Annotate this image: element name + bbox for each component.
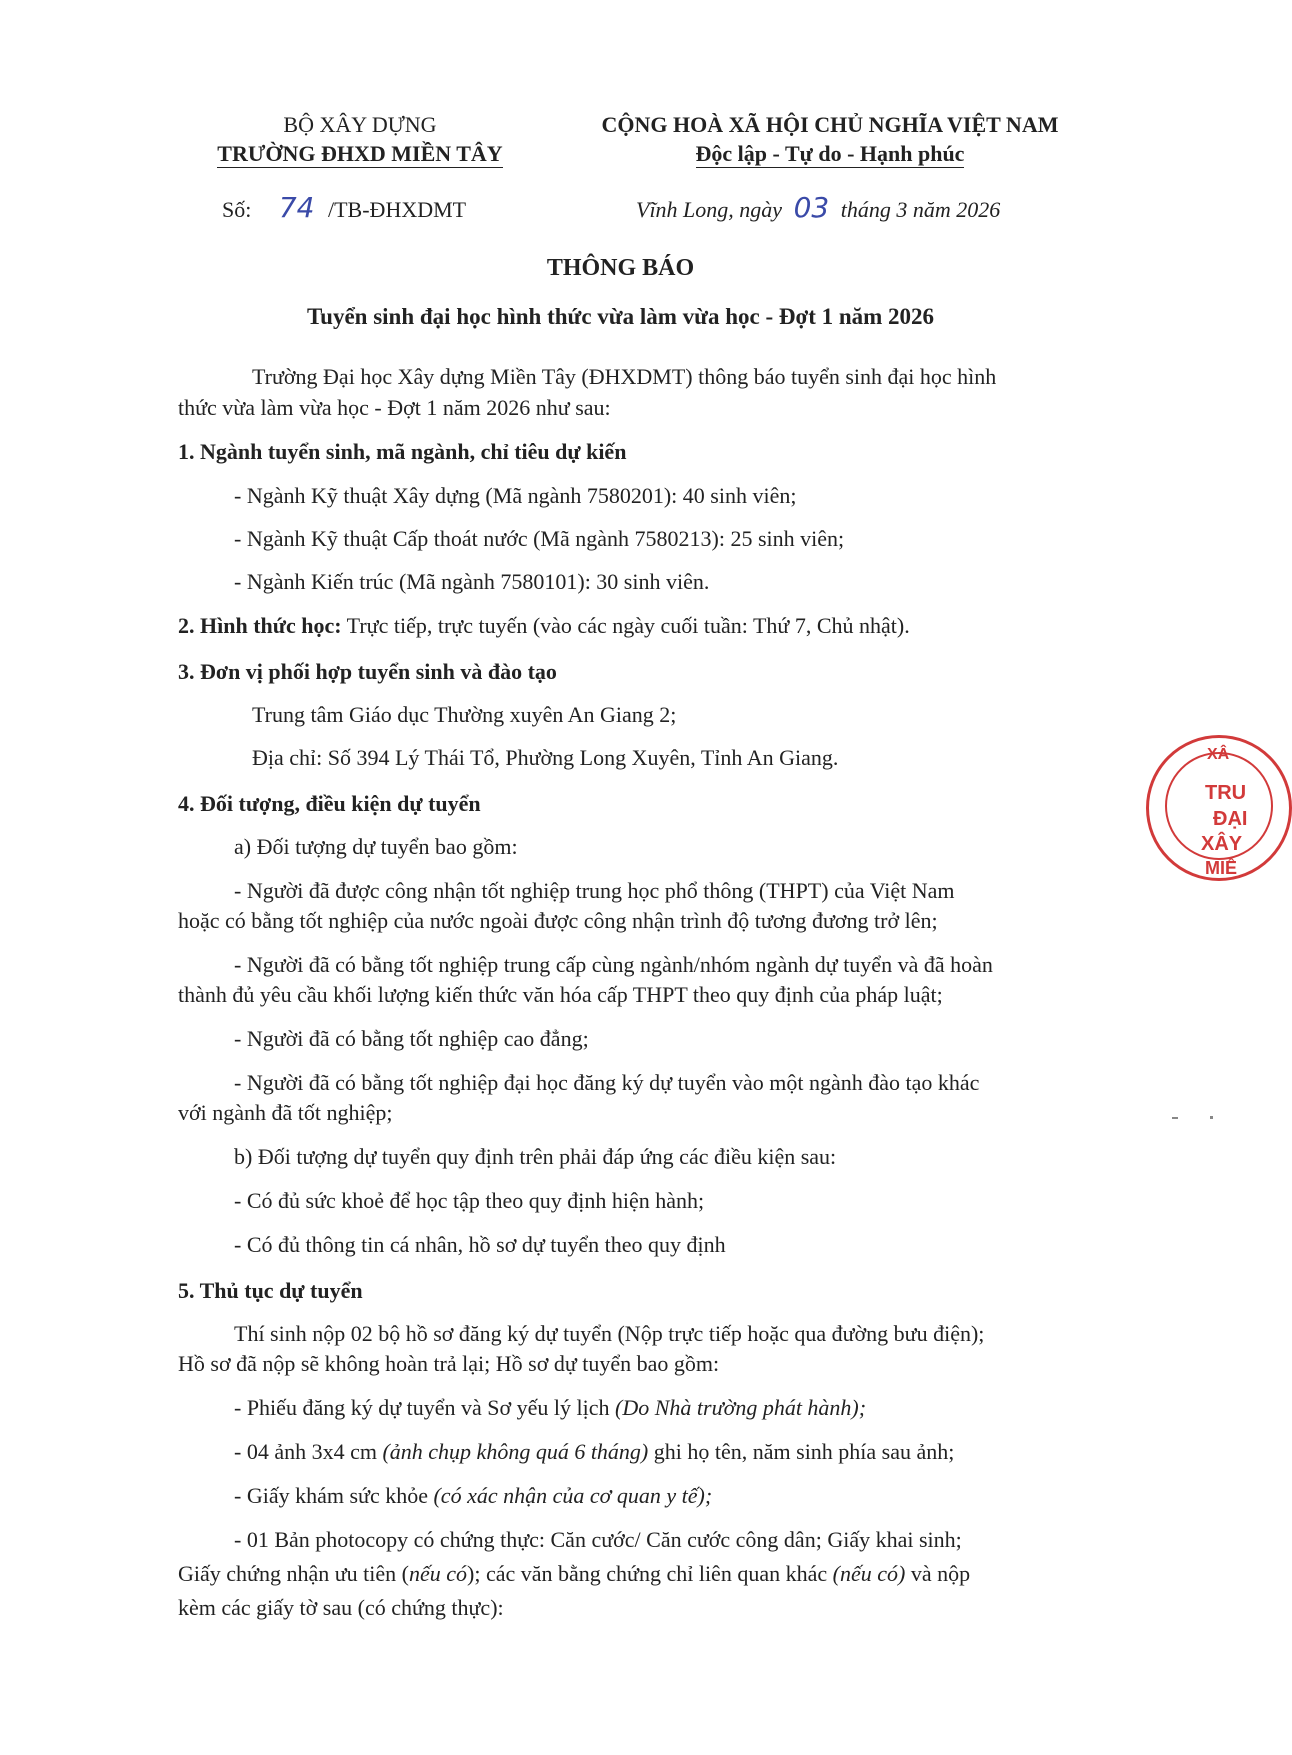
- section-5-item-1: [234, 1394, 866, 1422]
- section-4-b2: - Có đủ thông tin cá nhân, hồ sơ dự tuyển theo quy định: [234, 1232, 726, 1257]
- intro-line-1: Trường Đại học Xây dựng Miền Tây (ĐHXDMT) thông báo tuyển sinh đại học hình: [252, 364, 997, 389]
- number-suffix: /TB-ĐHXDMT: [328, 197, 467, 222]
- section-5-item-2-text: - 04 ảnh 3x4 cm: [234, 1439, 383, 1464]
- section-4-heading: 4. Đối tượng, điều kiện dự tuyển: [178, 791, 481, 816]
- school-name-text: TRƯỜNG ĐHXD MIỀN TÂY: [217, 141, 503, 166]
- section-5-item-4-line-3: kèm các giấy tờ sau (có chứng thực):: [178, 1595, 504, 1620]
- section-4-a1-line-1: - Người đã được công nhận tốt nghiệp trung học phổ thông (THPT) của Việt Nam: [234, 878, 955, 903]
- section-3-heading: 3. Đơn vị phối hợp tuyển sinh và đào tạo: [178, 659, 557, 684]
- school-name: [200, 140, 520, 168]
- section-5-item-1-text: - Phiếu đăng ký dự tuyển và Sơ yếu lý lịch: [234, 1395, 616, 1420]
- number-handwritten: 74: [278, 191, 315, 224]
- section-5-item-3-text: - Giấy khám sức khỏe: [234, 1483, 434, 1508]
- section-2-heading: 2. Hình thức học:: [178, 613, 342, 638]
- i4-part-it2: (nếu có): [832, 1561, 906, 1586]
- section-4-a3: - Người đã có bằng tốt nghiệp cao đẳng;: [234, 1026, 589, 1051]
- scan-speck: [1172, 1117, 1178, 1119]
- date-prefix: Vĩnh Long, ngày: [636, 197, 783, 222]
- seal-text-1: XÂ: [1207, 746, 1230, 763]
- section-5-item-2-note: (ảnh chụp không quá 6 tháng): [382, 1439, 649, 1464]
- section-1-item-3: - Ngành Kiến trúc (Mã ngành 7580101): 30 sinh viên.: [234, 569, 710, 594]
- section-4-a4-line-1: - Người đã có bằng tốt nghiệp đại học đăng ký dự tuyển vào một ngành đào tạo khác: [234, 1070, 980, 1095]
- document-number: [222, 191, 467, 224]
- number-prefix: Số:: [222, 197, 252, 222]
- intro-line-2: thức vừa làm vừa học - Đợt 1 năm 2026 như sau:: [178, 395, 611, 420]
- seal-text-4: XÂY: [1201, 833, 1243, 855]
- issue-date: [636, 191, 1001, 224]
- section-5-item-1-note: (Do Nhà trường phát hành);: [615, 1395, 867, 1420]
- section-4-b1: - Có đủ sức khoẻ để học tập theo quy định hiện hành;: [234, 1188, 705, 1213]
- section-5-item-3-note: (có xác nhận của cơ quan y tế);: [433, 1483, 713, 1508]
- date-handwritten: 03: [793, 191, 830, 224]
- i4-part-b: ); các văn bằng chứng chỉ liên quan khác: [467, 1561, 833, 1586]
- official-seal: [1146, 735, 1292, 881]
- section-1-item-1: - Ngành Kỹ thuật Xây dựng (Mã ngành 7580201): 40 sinh viên;: [234, 483, 797, 508]
- motto-text: Độc lập - Tự do - Hạnh phúc: [695, 141, 965, 166]
- country-name: CỘNG HOÀ XÃ HỘI CHỦ NGHĨA VIỆT NAM: [601, 112, 1059, 137]
- seal-text-2: TRU: [1205, 782, 1247, 804]
- section-5-item-4-line-1: - 01 Bản photocopy có chứng thực: Căn cước/ Căn cước công dân; Giấy khai sinh;: [234, 1527, 962, 1552]
- section-1-item-2: - Ngành Kỹ thuật Cấp thoát nước (Mã ngành 7580213): 25 sinh viên;: [234, 526, 845, 551]
- seal-text-5: MIỀ: [1205, 858, 1238, 878]
- i4-part-it: nếu có: [408, 1561, 467, 1586]
- doc-subtitle: Tuyển sinh đại học hình thức vừa làm vừa học - Đợt 1 năm 2026: [306, 304, 935, 329]
- scan-speck: [1210, 1116, 1213, 1119]
- section-4-a1-line-2: hoặc có bằng tốt nghiệp của nước ngoài được công nhận trình độ tương đương trở lên;: [178, 908, 938, 933]
- section-3-line-2: Địa chỉ: Số 394 Lý Thái Tổ, Phường Long Xuyên, Tỉnh An Giang.: [252, 745, 839, 770]
- section-5-item-2: [234, 1438, 954, 1466]
- doc-title: THÔNG BÁO: [546, 255, 695, 281]
- section-5-para-line-2: Hồ sơ đã nộp sẽ không hoàn trả lại; Hồ sơ dự tuyển bao gồm:: [178, 1351, 720, 1376]
- date-suffix: tháng 3 năm 2026: [840, 197, 1001, 222]
- section-2: [178, 612, 910, 640]
- section-3-line-1: Trung tâm Giáo dục Thường xuyên An Giang 2;: [252, 702, 677, 727]
- ministry-name: BỘ XÂY DỰNG: [283, 112, 437, 137]
- section-5-item-3: [234, 1482, 712, 1510]
- section-4-b: b) Đối tượng dự tuyển quy định trên phải đáp ứng các điều kiện sau:: [234, 1144, 837, 1169]
- section-4-a2-line-1: - Người đã có bằng tốt nghiệp trung cấp cùng ngành/nhóm ngành dự tuyển và đã hoàn: [234, 952, 993, 977]
- seal-text-3: ĐẠI: [1213, 808, 1248, 830]
- section-4-a: a) Đối tượng dự tuyển bao gồm:: [234, 834, 518, 859]
- section-5-heading: 5. Thủ tục dự tuyển: [178, 1278, 363, 1303]
- i4-part-c: và nộp: [905, 1561, 971, 1586]
- section-5-item-4-line-2: [178, 1560, 970, 1588]
- section-1-heading: 1. Ngành tuyển sinh, mã ngành, chỉ tiêu dự kiến: [178, 439, 627, 464]
- section-5-item-2-end: ghi họ tên, năm sinh phía sau ảnh;: [648, 1439, 955, 1464]
- motto: [580, 140, 1080, 168]
- section-5-para-line-1: Thí sinh nộp 02 bộ hồ sơ đăng ký dự tuyển (Nộp trực tiếp hoặc qua đường bưu điện);: [234, 1321, 985, 1346]
- i4-part-a: Giấy chứng nhận ưu tiên (: [178, 1561, 409, 1586]
- section-4-a4-line-2: với ngành đã tốt nghiệp;: [178, 1100, 393, 1125]
- section-4-a2-line-2: thành đủ yêu cầu khối lượng kiến thức văn hóa cấp THPT theo quy định của pháp luật;: [178, 982, 943, 1007]
- section-2-text: Trực tiếp, trực tuyến (vào các ngày cuối tuần: Thứ 7, Chủ nhật).: [341, 613, 910, 638]
